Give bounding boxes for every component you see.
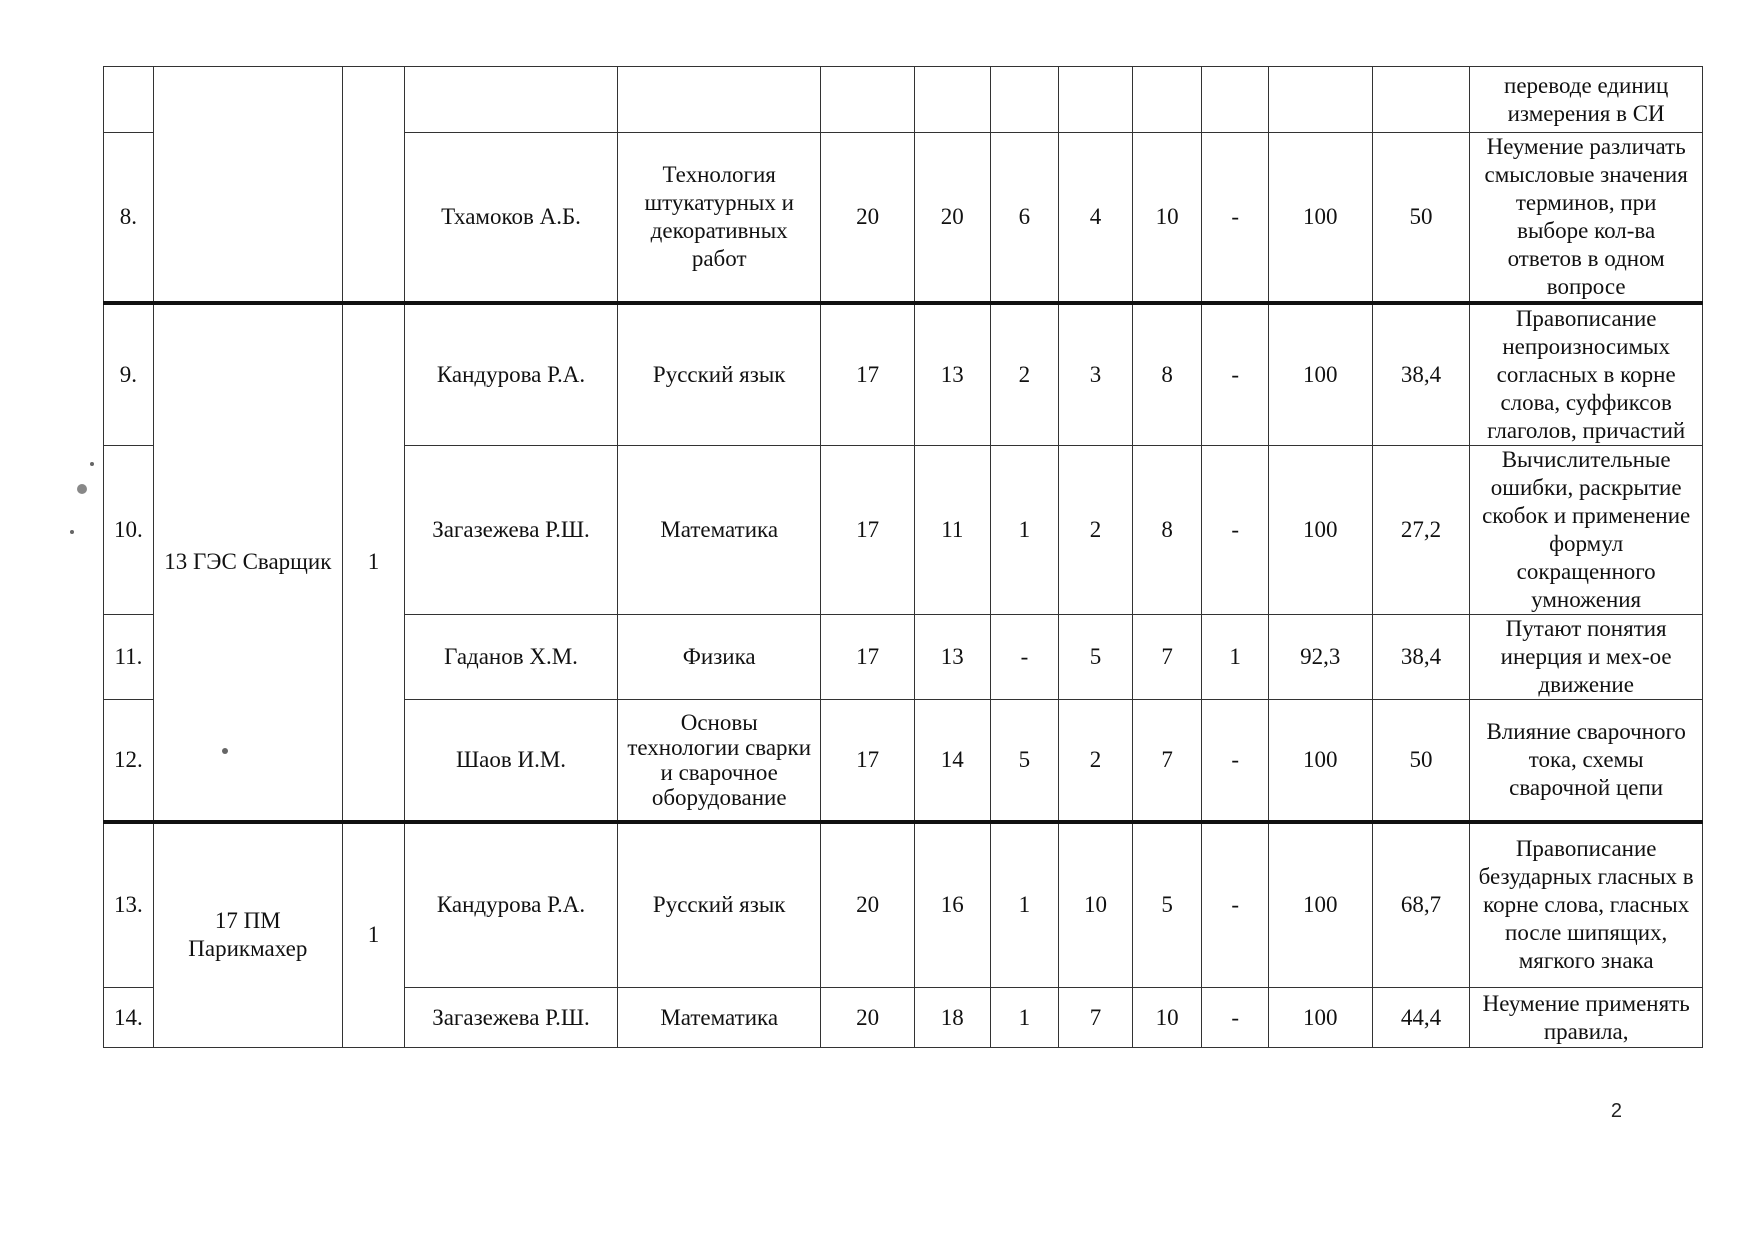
value-cell: 27,2: [1372, 446, 1470, 615]
value-cell: 5: [1059, 615, 1133, 700]
value-cell: 13: [914, 303, 990, 446]
row-number: 12.: [104, 700, 154, 822]
value-cell: [1372, 67, 1470, 133]
value-cell: -: [1202, 988, 1268, 1048]
teacher-cell: [405, 67, 618, 133]
value-cell: 2: [1059, 700, 1133, 822]
issue-cell: Неумение применять правила,: [1470, 988, 1703, 1048]
value-cell: 1: [990, 446, 1059, 615]
value-cell: 100: [1268, 133, 1372, 304]
scan-speck: [70, 530, 74, 534]
scan-speck: [77, 484, 87, 494]
value-cell: 8: [1132, 446, 1202, 615]
teacher-cell: Шаов И.М.: [405, 700, 618, 822]
group-name-cell: 13 ГЭС Сварщик: [153, 303, 342, 822]
value-cell: 3: [1059, 303, 1133, 446]
teacher-cell: Загазежева Р.Ш.: [405, 446, 618, 615]
value-cell: 17: [821, 700, 914, 822]
value-cell: 2: [1059, 446, 1133, 615]
subject-cell: [617, 67, 821, 133]
subject-cell: Русский язык: [617, 822, 821, 988]
scan-speck: [90, 462, 94, 466]
value-cell: 18: [914, 988, 990, 1048]
value-cell: 38,4: [1372, 615, 1470, 700]
teacher-cell: Гаданов Х.М.: [405, 615, 618, 700]
course-cell: [342, 67, 404, 304]
value-cell: 16: [914, 822, 990, 988]
value-cell: 50: [1372, 700, 1470, 822]
results-table: [103, 66, 1703, 1048]
subject-cell: Физика: [617, 615, 821, 700]
value-cell: 7: [1132, 615, 1202, 700]
subject-cell: Технология штукатурных и декоративных работ: [617, 133, 821, 304]
subject-cell: Математика: [617, 988, 821, 1048]
subject-cell: Математика: [617, 446, 821, 615]
value-cell: 7: [1059, 988, 1133, 1048]
group-name-cell: 17 ПМ Парикмахер: [153, 822, 342, 1048]
value-cell: 20: [821, 133, 914, 304]
row-number: 10.: [104, 446, 154, 615]
issue-cell: Путают понятия инерция и мех-ое движение: [1470, 615, 1703, 700]
value-cell: 100: [1268, 822, 1372, 988]
value-cell: 2: [990, 303, 1059, 446]
row-number: 8.: [104, 133, 154, 304]
value-cell: 4: [1059, 133, 1133, 304]
value-cell: 17: [821, 446, 914, 615]
value-cell: 10: [1132, 988, 1202, 1048]
table-row: [104, 303, 1703, 446]
value-cell: 17: [821, 303, 914, 446]
value-cell: 100: [1268, 446, 1372, 615]
issue-cell: Правописание непроизносимых согласных в корне слова, суффиксов глаголов, причастий: [1470, 303, 1703, 446]
value-cell: 100: [1268, 700, 1372, 822]
value-cell: -: [1202, 133, 1268, 304]
value-cell: [1202, 67, 1268, 133]
page-number: 2: [1610, 1100, 1622, 1122]
value-cell: 8: [1132, 303, 1202, 446]
course-cell: 1: [342, 822, 404, 1048]
table-row: [104, 67, 1703, 133]
teacher-cell: Тхамоков А.Б.: [405, 133, 618, 304]
value-cell: [821, 67, 914, 133]
value-cell: [1132, 67, 1202, 133]
value-cell: 100: [1268, 303, 1372, 446]
issue-cell: Вычислительные ошибки, раскрытие скобок и применение формул сокращенного умножения: [1470, 446, 1703, 615]
value-cell: [1059, 67, 1133, 133]
row-number: [104, 67, 154, 133]
value-cell: [1268, 67, 1372, 133]
subject-cell: Русский язык: [617, 303, 821, 446]
value-cell: 68,7: [1372, 822, 1470, 988]
value-cell: 17: [821, 615, 914, 700]
value-cell: 5: [990, 700, 1059, 822]
issue-cell: переводе единиц измерения в СИ: [1470, 67, 1703, 133]
value-cell: 1: [990, 822, 1059, 988]
value-cell: 5: [1132, 822, 1202, 988]
value-cell: 20: [821, 988, 914, 1048]
value-cell: 10: [1059, 822, 1133, 988]
teacher-cell: Загазежева Р.Ш.: [405, 988, 618, 1048]
issue-cell: Влияние сварочного тока, схемы сварочной цепи: [1470, 700, 1703, 822]
value-cell: [990, 67, 1059, 133]
row-number: 13.: [104, 822, 154, 988]
row-number: 14.: [104, 988, 154, 1048]
teacher-cell: Кандурова Р.А.: [405, 303, 618, 446]
course-cell: 1: [342, 303, 404, 822]
value-cell: 50: [1372, 133, 1470, 304]
value-cell: -: [1202, 303, 1268, 446]
value-cell: 7: [1132, 700, 1202, 822]
value-cell: 14: [914, 700, 990, 822]
value-cell: [914, 67, 990, 133]
value-cell: 92,3: [1268, 615, 1372, 700]
issue-cell: Неумение различать смысловые значения терминов, при выборе кол-ва ответов в одном вопросе: [1470, 133, 1703, 304]
value-cell: 10: [1132, 133, 1202, 304]
value-cell: 100: [1268, 988, 1372, 1048]
teacher-cell: Кандурова Р.А.: [405, 822, 618, 988]
value-cell: 1: [990, 988, 1059, 1048]
value-cell: 1: [1202, 615, 1268, 700]
issue-cell: Правописание безударных гласных в корне слова, гласных после шипящих, мягкого знака: [1470, 822, 1703, 988]
value-cell: 13: [914, 615, 990, 700]
value-cell: 11: [914, 446, 990, 615]
value-cell: 6: [990, 133, 1059, 304]
value-cell: 38,4: [1372, 303, 1470, 446]
value-cell: 44,4: [1372, 988, 1470, 1048]
group-cell: [153, 67, 342, 304]
row-number: 9.: [104, 303, 154, 446]
value-cell: -: [990, 615, 1059, 700]
value-cell: -: [1202, 446, 1268, 615]
row-number: 11.: [104, 615, 154, 700]
value-cell: 20: [914, 133, 990, 304]
value-cell: -: [1202, 700, 1268, 822]
subject-cell: Основы технологии сварки и сварочное оборудование: [617, 700, 821, 822]
value-cell: 20: [821, 822, 914, 988]
scan-speck: [222, 748, 228, 754]
value-cell: -: [1202, 822, 1268, 988]
table-row: [104, 822, 1703, 988]
